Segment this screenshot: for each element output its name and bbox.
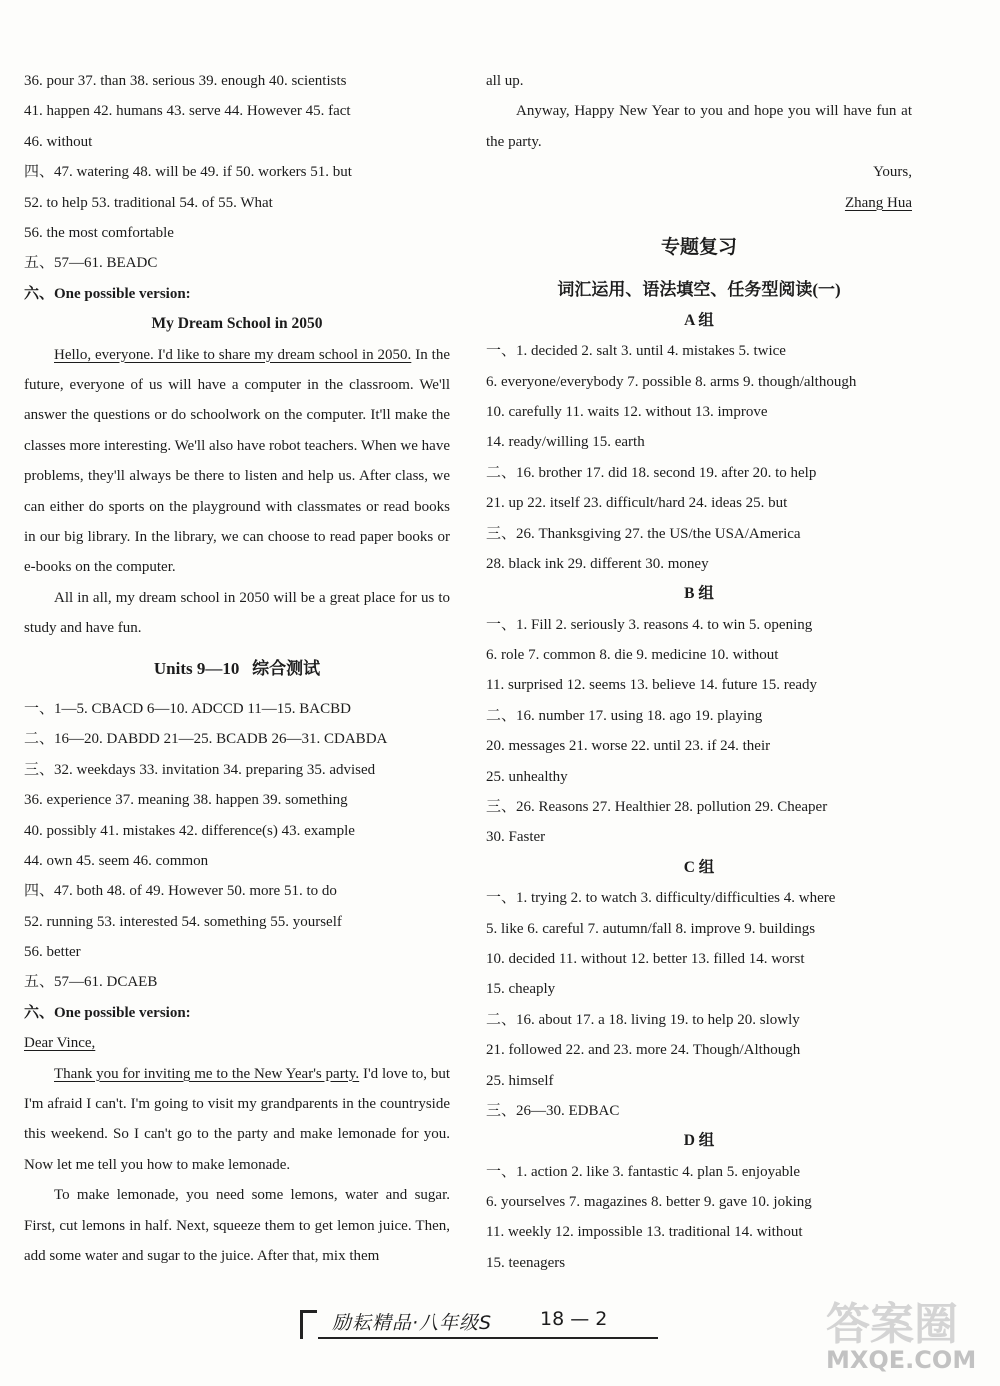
answer-line: 10. decided 11. without 12. better 13. filled 14. worst	[486, 950, 805, 967]
answer-line: 一、1. action 2. like 3. fantastic 4. plan 5. enjoyable	[486, 1163, 801, 1180]
page-footer	[300, 1306, 660, 1342]
answer-line: 15. teenagers	[486, 1254, 566, 1271]
answer-line: 20. messages 21. worse 22. until 23. if 24. their	[486, 738, 771, 755]
answer-line: 三、26. Thanksgiving 27. the US/the USA/America	[486, 525, 801, 542]
answer-line: 56. better	[24, 944, 81, 961]
letter-closing: Yours,	[873, 164, 912, 181]
answer-line: 36. pour 37. than 38. serious 39. enough 40. scientists	[24, 73, 347, 89]
letter-signature: Zhang Hua	[844, 194, 912, 211]
left-column	[24, 66, 450, 1272]
letter-paragraph-2: To make lemonade, you need some lemons, water and sugar. First, cut lemons in half. Next, squeeze them to get lemon juice. Then, add some water and sugar to the juice. After that, mix them	[24, 1187, 450, 1265]
essay-title: My Dream School in 2050	[151, 315, 323, 333]
page-number: 18 — 2	[540, 1308, 608, 1330]
group-title: D 组	[683, 1132, 715, 1150]
answer-line: 21. up 22. itself 23. difficult/hard 24. ideas 25. but	[486, 495, 788, 512]
answer-line: 五、57—61. BEADC	[24, 255, 158, 272]
answer-line: 四、47. watering 48. will be 49. if 50. workers 51. but	[24, 164, 352, 181]
answer-line: 44. own 45. seem 46. common	[24, 852, 209, 869]
essay-paragraph-1	[24, 340, 450, 583]
answer-line: 52. to help 53. traditional 54. of 55. What	[24, 194, 273, 211]
letter-underlined-sentence: Thank you for inviting me to the New Year's party.	[54, 1065, 360, 1082]
writing-label: 六、One possible version:	[24, 1004, 191, 1021]
answer-line: 三、32. weekdays 33. invitation 34. preparing 35. advised	[24, 761, 376, 778]
answer-line: 二、16. about 17. a 18. living 19. to help 20. slowly	[486, 1011, 800, 1028]
group-title: A 组	[684, 311, 714, 329]
answer-line: 一、1. trying 2. to watch 3. difficulty/difficulties 4. where	[486, 890, 836, 907]
answer-line: 二、16. number 17. using 18. ago 19. playing	[486, 707, 763, 724]
answer-line: 三、26. Reasons 27. Healthier 28. pollution 29. Cheaper	[486, 799, 828, 816]
answer-line: 15. cheaply	[486, 981, 556, 998]
footer-bracket	[300, 1310, 317, 1339]
answer-line: 三、26—30. EDBAC	[486, 1102, 620, 1119]
letter-paragraph-text: I'd love to, but I'm afraid I can't. I'm going to visit my grandparents in the countryside this weekend. So I can't go to the party and make lemonade for you. Now let me tell you how to make lemonade.	[24, 1065, 451, 1173]
review-subtitle: 词汇运用、语法填空、任务型阅读(一)	[557, 280, 841, 300]
letter-paragraph-1	[24, 1059, 450, 1181]
group-title: B 组	[684, 585, 714, 603]
answer-line: 40. possibly 41. mistakes 42. difference(s) 43. example	[24, 822, 355, 839]
answer-line: 一、1. decided 2. salt 3. until 4. mistakes 5. twice	[486, 343, 786, 360]
answer-line: 25. unhealthy	[486, 768, 568, 785]
answer-line: 6. role 7. common 8. die 9. medicine 10. without	[486, 647, 779, 664]
answer-line: 五、57—61. DCAEB	[24, 974, 158, 991]
answer-line: 14. ready/willing 15. earth	[486, 434, 645, 451]
answer-line: 25. himself	[486, 1072, 554, 1089]
answer-line: 11. weekly 12. impossible 13. traditional 14. without	[486, 1224, 803, 1241]
answer-line: 30. Faster	[486, 829, 546, 846]
watermark-logo	[818, 1288, 994, 1382]
answer-line: 二、16. brother 17. did 18. second 19. after 20. to help	[486, 464, 817, 481]
writing-label: 六、One possible version:	[24, 285, 191, 302]
answer-line: 10. carefully 11. waits 12. without 13. improve	[486, 403, 768, 420]
letter-paragraph-3: Anyway, Happy New Year to you and hope you will have fun at the party.	[486, 103, 912, 150]
answer-line: 36. experience 37. meaning 38. happen 39. something	[24, 792, 348, 809]
unit-title: Units 9—10 综合测试	[153, 658, 321, 678]
answer-line: 二、16—20. DABDD 21—25. BCADB 26—31. CDABDA	[24, 731, 388, 748]
answer-line: 四、47. both 48. of 49. However 50. more 51. to do	[24, 883, 337, 900]
watermark-top-text: 答案圈	[826, 1299, 958, 1350]
answer-line: 46. without	[24, 133, 93, 150]
essay-underlined-sentence: Hello, everyone. I'd like to share my dream school in 2050.	[54, 346, 412, 363]
right-column	[486, 66, 912, 1278]
watermark-bottom-text: MXQE.COM	[826, 1346, 977, 1374]
answer-line: 21. followed 22. and 23. more 24. Though/Although	[486, 1042, 801, 1059]
letter-continuation: all up.	[486, 73, 524, 89]
essay-paragraph-text: In the future, everyone of us will have a computer in the classroom. We'll answer the questions or do schoolwork on the computer. It'll make the classes more interesting. We'll also have robot teachers. When we have problems, they'll always be there to listen and help us. After class, we can either do sports on the playground with classmates or read books in our big library. In the library, we can choose to read paper books or e-books on the computer.	[24, 346, 450, 576]
answer-line: 6. yourselves 7. magazines 8. better 9. gave 10. joking	[486, 1194, 812, 1211]
answer-line: 一、1. Fill 2. seriously 3. reasons 4. to win 5. opening	[486, 616, 813, 633]
answer-line: 6. everyone/everybody 7. possible 8. arms 9. though/although	[486, 373, 857, 390]
answer-line: 5. like 6. careful 7. autumn/fall 8. improve 9. buildings	[486, 920, 816, 937]
answer-line: 41. happen 42. humans 43. serve 44. However 45. fact	[24, 103, 351, 120]
answer-line: 11. surprised 12. seems 13. believe 14. future 15. ready	[486, 677, 818, 694]
answer-line: 56. the most comfortable	[24, 224, 174, 241]
essay-paragraph-2: All in all, my dream school in 2050 will be a great place for us to study and have fun.	[24, 589, 450, 637]
footer-rule	[318, 1337, 658, 1339]
answer-line: 一、1—5. CBACD 6—10. ADCCD 11—15. BACBD	[24, 700, 351, 717]
book-title: 励耘精品·八年级S	[332, 1312, 493, 1334]
answer-line: 28. black ink 29. different 30. money	[486, 555, 709, 572]
letter-salutation: Dear Vince,	[24, 1035, 96, 1052]
review-title: 专题复习	[660, 236, 737, 258]
group-title: C 组	[683, 858, 715, 876]
answer-line: 52. running 53. interested 54. something 55. yourself	[24, 913, 342, 930]
